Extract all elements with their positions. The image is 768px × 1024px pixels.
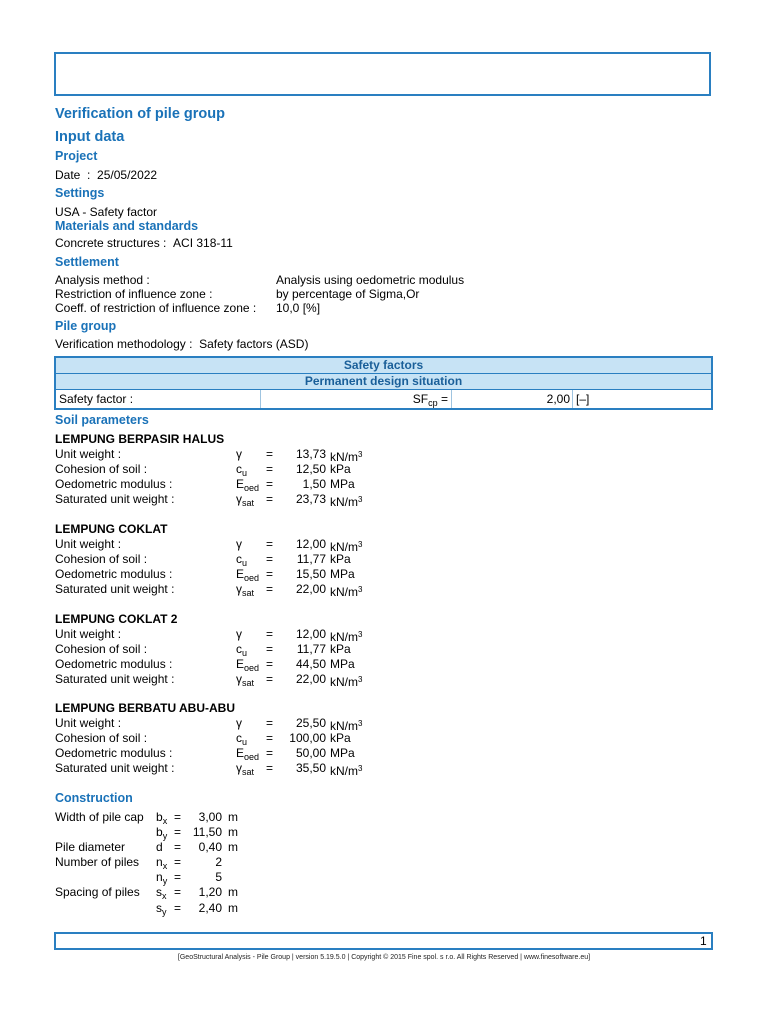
soil-param-value: 22,00: [295, 582, 326, 596]
symbol: c: [236, 462, 242, 476]
construction-unit: m: [228, 840, 238, 854]
unit: kPa: [330, 552, 351, 566]
soil-param-unit: [330, 731, 351, 746]
unit: kPa: [330, 731, 351, 745]
equals-sign: =: [266, 477, 274, 491]
symbol: γ: [236, 672, 242, 686]
soil-param-label: Oedometric modulus :: [55, 477, 173, 491]
construction-unit: m: [228, 825, 238, 839]
unit-exponent: 3: [358, 540, 363, 549]
soil-param-value: 50,00: [295, 746, 326, 760]
equals-sign: =: [266, 761, 274, 775]
soil-param-value: 35,50: [295, 761, 326, 775]
page-number: 1: [700, 934, 707, 948]
symbol: γ: [236, 761, 242, 775]
soil-param-label: Oedometric modulus :: [55, 657, 173, 671]
unit: kN/m: [330, 719, 358, 733]
soil-param-label: Cohesion of soil :: [55, 552, 148, 566]
settlement-label-1: Restriction of influence zone :: [55, 287, 213, 301]
equals-sign: =: [266, 716, 274, 730]
soil-param-unit: [330, 582, 362, 600]
settlement-value-2: 10,0 [%]: [276, 301, 321, 315]
unit-exponent: 3: [358, 630, 363, 639]
soil-param-symbol: [236, 447, 242, 462]
soil-param-value: 44,50: [295, 657, 326, 671]
cell-divider: [572, 390, 573, 408]
symbol: s: [156, 885, 162, 899]
symbol: γ: [236, 716, 242, 730]
soil-param-symbol: [236, 582, 254, 601]
construction-label: Number of piles: [55, 855, 140, 869]
soil-param-symbol: [236, 761, 254, 780]
symbol-subscript: x: [162, 891, 167, 901]
symbol-subscript: y: [162, 876, 168, 886]
soil-param-symbol: [236, 672, 254, 691]
soil-param-label: Unit weight :: [55, 537, 122, 551]
equals-sign: =: [266, 582, 274, 596]
equals-sign: =: [266, 462, 274, 476]
materials-row: [55, 236, 233, 251]
symbol: n: [156, 855, 163, 869]
construction-unit: m: [228, 885, 238, 899]
soil-param-unit: [330, 657, 355, 672]
symbol: γ: [236, 447, 242, 461]
settings-heading: Settings: [55, 186, 105, 200]
soil-name: LEMPUNG BERPASIR HALUS: [55, 432, 225, 446]
construction-value: 2: [215, 855, 222, 869]
materials-value: ACI 318-11: [173, 236, 233, 250]
symbol-subscript: sat: [242, 678, 255, 688]
unit: kPa: [330, 462, 351, 476]
safety-table-row: [56, 390, 711, 408]
construction-value: 5: [215, 870, 222, 884]
date-separator: :: [87, 168, 91, 182]
symbol: n: [156, 870, 163, 884]
symbol: γ: [236, 537, 242, 551]
construction-label: Pile diameter: [55, 840, 126, 854]
equals-sign: =: [174, 901, 182, 915]
soil-param-label: Saturated unit weight :: [55, 672, 175, 686]
equals-sign: =: [266, 672, 274, 686]
soil-param-symbol: [236, 537, 242, 552]
unit: kN/m: [330, 675, 358, 689]
materials-heading: Materials and standards: [55, 219, 199, 233]
unit: kN/m: [330, 630, 358, 644]
date-value: 25/05/2022: [97, 168, 158, 182]
sf-eq: =: [437, 392, 448, 406]
soil-name: LEMPUNG COKLAT 2: [55, 612, 178, 626]
soil-param-label: Unit weight :: [55, 447, 122, 461]
soil-param-label: Saturated unit weight :: [55, 761, 175, 775]
equals-sign: =: [266, 567, 274, 581]
safety-factor-value: 2,00: [546, 392, 570, 406]
cell-divider: [451, 390, 452, 408]
symbol-subscript: sat: [242, 498, 255, 508]
project-heading: Project: [55, 149, 98, 163]
safety-factor-label: Safety factor :: [59, 392, 134, 406]
equals-sign: =: [174, 885, 182, 899]
construction-label: Width of pile cap: [55, 810, 144, 824]
symbol-subscript: u: [242, 648, 248, 658]
construction-unit: m: [228, 810, 238, 824]
unit-exponent: 3: [358, 495, 363, 504]
construction-unit: m: [228, 901, 238, 915]
construction-value: 1,20: [198, 885, 222, 899]
symbol-subscript: u: [242, 737, 248, 747]
symbol-subscript: sat: [242, 767, 255, 777]
symbol: s: [156, 901, 162, 915]
equals-sign: =: [266, 746, 274, 760]
symbol-subscript: sat: [242, 588, 255, 598]
symbol: c: [236, 552, 242, 566]
safety-table-subheader: Permanent design situation: [56, 374, 711, 390]
soil-param-unit: [330, 492, 362, 510]
unit-exponent: 3: [358, 719, 363, 728]
unit: kN/m: [330, 764, 358, 778]
unit: kPa: [330, 642, 351, 656]
unit: kN/m: [330, 585, 358, 599]
unit: kN/m: [330, 495, 358, 509]
equals-sign: =: [174, 810, 182, 824]
safety-table-header: Safety factors: [56, 358, 711, 374]
symbol: γ: [236, 582, 242, 596]
soil-param-value: 100,00: [289, 731, 326, 745]
soil-param-symbol: [236, 627, 242, 642]
soil-param-value: 1,50: [302, 477, 326, 491]
symbol-subscript: x: [162, 816, 168, 826]
soil-param-unit: [330, 477, 355, 492]
equals-sign: =: [266, 447, 274, 461]
soil-param-symbol: [236, 716, 242, 731]
page-title: Verification of pile group: [55, 106, 225, 122]
footer-box: [54, 932, 713, 950]
soil-name: LEMPUNG COKLAT: [55, 522, 168, 536]
symbol: c: [236, 731, 242, 745]
soil-param-unit: [330, 552, 351, 567]
soil-param-unit: [330, 761, 362, 779]
settlement-value-1: by percentage of Sigma,Or: [276, 287, 420, 301]
equals-sign: =: [174, 825, 182, 839]
soil-name: LEMPUNG BERBATU ABU-ABU: [55, 701, 235, 715]
symbol: E: [236, 657, 245, 671]
symbol: γ: [236, 492, 242, 506]
construction-symbol: [156, 901, 167, 920]
soil-param-unit: [330, 746, 355, 761]
equals-sign: =: [266, 537, 274, 551]
settlement-label-2: Coeff. of restriction of influence zone :: [55, 301, 257, 315]
symbol: E: [236, 567, 245, 581]
symbol-subscript: y: [162, 907, 167, 917]
construction-label: Spacing of piles: [55, 885, 140, 899]
symbol: E: [236, 746, 245, 760]
symbol: E: [236, 477, 245, 491]
symbol-subscript: oed: [244, 483, 260, 493]
sf-symbol: SF: [412, 392, 429, 406]
pile-group-heading: Pile group: [55, 319, 117, 333]
equals-sign: =: [266, 552, 274, 566]
cell-divider: [260, 390, 261, 408]
soil-param-unit: [330, 672, 362, 690]
construction-value: 11,50: [192, 825, 222, 839]
equals-sign: =: [174, 840, 182, 854]
soil-param-label: Unit weight :: [55, 627, 122, 641]
symbol: γ: [236, 627, 242, 641]
symbol: b: [156, 825, 163, 839]
equals-sign: =: [266, 731, 274, 745]
soil-param-label: Saturated unit weight :: [55, 582, 175, 596]
settlement-label-0: Analysis method :: [55, 273, 150, 287]
soil-param-unit: [330, 567, 355, 582]
unit-exponent: 3: [358, 585, 363, 594]
symbol: d: [156, 840, 163, 854]
unit: kN/m: [330, 540, 358, 554]
equals-sign: =: [174, 855, 182, 869]
settings-value: USA - Safety factor: [55, 205, 158, 219]
header-box: [54, 52, 711, 96]
unit: MPa: [330, 477, 355, 491]
soil-param-symbol: [236, 492, 254, 511]
symbol-subscript: x: [162, 861, 168, 871]
soil-param-value: 12,00: [295, 627, 326, 641]
unit: MPa: [330, 657, 355, 671]
unit: MPa: [330, 746, 355, 760]
soil-param-value: 12,00: [295, 537, 326, 551]
footer-copyright: [GeoStructural Analysis - Pile Group | version 5.19.5.0 | Copyright © 2015 Fine spol. s r.o. All Rights Reserved | www.finesoftware.eu]: [177, 954, 591, 961]
safety-factors-table: [54, 356, 713, 410]
equals-sign: =: [266, 642, 274, 656]
soil-parameters-heading: Soil parameters: [55, 413, 149, 427]
settlement-heading: Settlement: [55, 255, 119, 269]
methodology-value: Safety factors (ASD): [199, 337, 309, 351]
construction-value: 2,40: [198, 901, 222, 915]
settlement-value-0: Analysis using oedometric modulus: [276, 273, 465, 287]
equals-sign: =: [266, 492, 274, 506]
soil-param-label: Oedometric modulus :: [55, 567, 173, 581]
equals-sign: =: [266, 657, 274, 671]
soil-param-value: 11,77: [296, 552, 326, 566]
soil-param-label: Cohesion of soil :: [55, 642, 148, 656]
construction-value: 0,40: [198, 840, 222, 854]
construction-symbol: [156, 840, 163, 855]
symbol: c: [236, 642, 242, 656]
soil-param-value: 15,50: [295, 567, 326, 581]
equals-sign: =: [266, 627, 274, 641]
soil-param-unit: [330, 642, 351, 657]
date-label: Date: [55, 168, 81, 182]
unit: kN/m: [330, 450, 358, 464]
safety-factor-unit: [–]: [576, 392, 590, 406]
symbol-subscript: oed: [244, 663, 260, 673]
symbol-subscript: y: [162, 831, 168, 841]
unit: MPa: [330, 567, 355, 581]
soil-param-value: 11,77: [296, 642, 326, 656]
symbol-subscript: oed: [244, 573, 260, 583]
materials-label: Concrete structures :: [55, 236, 167, 250]
unit-exponent: 3: [358, 764, 363, 773]
project-date: [55, 168, 157, 183]
soil-param-label: Cohesion of soil :: [55, 731, 148, 745]
sf-subscript: cp: [428, 398, 438, 408]
symbol-subscript: u: [242, 468, 248, 478]
soil-param-label: Unit weight :: [55, 716, 122, 730]
methodology-label: Verification methodology :: [55, 337, 193, 351]
unit-exponent: 3: [358, 450, 363, 459]
pile-group-row: [55, 337, 308, 352]
soil-param-label: Saturated unit weight :: [55, 492, 175, 506]
soil-param-value: 12,50: [295, 462, 326, 476]
soil-param-value: 25,50: [295, 716, 326, 730]
symbol-subscript: oed: [244, 752, 260, 762]
unit-exponent: 3: [358, 675, 363, 684]
input-data-heading: Input data: [55, 129, 125, 145]
soil-param-value: 23,73: [295, 492, 326, 506]
symbol: b: [156, 810, 163, 824]
equals-sign: =: [174, 870, 182, 884]
soil-param-label: Oedometric modulus :: [55, 746, 173, 760]
soil-param-value: 13,73: [295, 447, 326, 461]
construction-value: 3,00: [198, 810, 222, 824]
symbol-subscript: u: [242, 558, 248, 568]
safety-factor-symbol: [262, 390, 448, 408]
soil-param-value: 22,00: [295, 672, 326, 686]
construction-heading: Construction: [55, 791, 133, 805]
soil-param-unit: [330, 462, 351, 477]
soil-param-label: Cohesion of soil :: [55, 462, 148, 476]
